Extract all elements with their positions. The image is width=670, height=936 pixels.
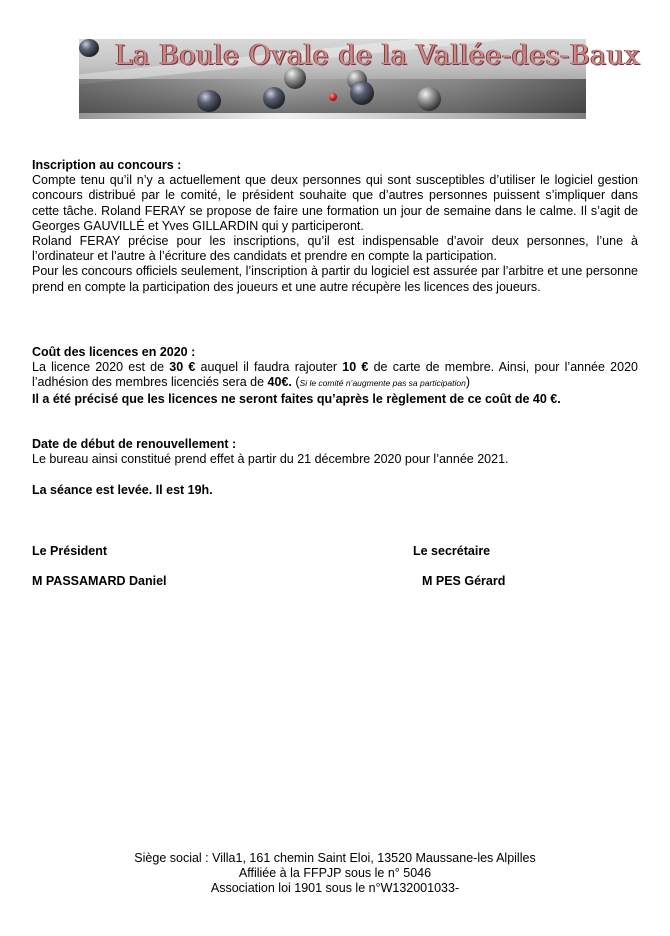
closing-line: La séance est levée. Il est 19h. bbox=[32, 483, 213, 497]
paragraph: Pour les concours officiels seulement, l’inscription à partir du logiciel est assurée par l’arbitre et une personne prend en compte la participation des joueurs et une autre récupère les licences des joueurs. bbox=[32, 264, 638, 294]
paragraph: Le bureau ainsi constitué prend effet à partir du 21 décembre 2020 pour l’année 2021. bbox=[32, 452, 509, 467]
bold-statement: Il a été précisé que les licences ne seront faites qu’après le règlement de ce coût de 40 €. bbox=[32, 391, 561, 406]
president-name: M PASSAMARD Daniel bbox=[32, 574, 167, 588]
amount-total: 40€. bbox=[267, 375, 292, 390]
petanque-ball-icon bbox=[350, 81, 374, 105]
footer-line: Association loi 1901 sous le n°W132001033- bbox=[210, 881, 460, 896]
paragraph: Compte tenu qu’il n’y a actuellement que deux personnes qui sont susceptibles d’utiliser le logiciel gestion concours distribué par le comité, le président souhaite que d’autres personnes puissent s’impliquer dans cette tâche. Roland FERAY se propose de faire une formation un jour de semaine dans le calme. Il s’agit de Georges GAUVILLÉ et Yves GILLARDIN qui y participeront. bbox=[32, 173, 638, 233]
section-renouvellement bbox=[32, 437, 638, 467]
section-heading: Inscription au concours : bbox=[32, 158, 182, 172]
petanque-ball-icon bbox=[197, 90, 221, 112]
president-title: Le Président bbox=[32, 544, 108, 558]
paragraph: La licence 2020 est de 30 € auquel il faudra rajouter 10 € de carte de membre. Ainsi, pour l’année 2020 l’adhésion des membres licenciés sera de 40€. (Si le comité n’augmente pas sa participation) bbox=[32, 360, 638, 390]
paragraph: Roland FERAY précise pour les inscriptions, qu’il est indispensable d’avoir deux personnes, l’une à l’ordinateur et l’autre à l’écriture des candidats et prendre en compte la participation. bbox=[32, 234, 638, 264]
petanque-ball-icon bbox=[79, 39, 99, 57]
banner-title: La Boule Ovale de la Vallée-des-Baux bbox=[115, 40, 641, 71]
note: Si le comité n’augmente pas sa participation bbox=[299, 378, 466, 389]
secretary-name: M PES Gérard bbox=[422, 574, 506, 588]
section-inscription bbox=[32, 158, 638, 295]
petanque-ball-icon bbox=[417, 87, 441, 111]
footer-line: Siège social : Villa1, 161 chemin Saint Eloi, 13520 Maussane-les Alpilles bbox=[134, 851, 536, 865]
amount-licence: 30 € bbox=[169, 360, 196, 375]
header-banner bbox=[79, 39, 641, 113]
jack-ball-icon bbox=[329, 93, 337, 101]
section-heading: Coût des licences en 2020 : bbox=[32, 345, 196, 359]
amount-carte: 10 € bbox=[342, 360, 369, 375]
section-heading: Date de début de renouvellement : bbox=[32, 437, 237, 451]
secretary-title: Le secrétaire bbox=[413, 544, 491, 558]
footer-line: Affiliée à la FFPJP sous le n° 5046 bbox=[238, 866, 432, 881]
footer bbox=[0, 851, 670, 897]
petanque-ball-icon bbox=[263, 87, 285, 109]
section-licences bbox=[32, 345, 638, 407]
